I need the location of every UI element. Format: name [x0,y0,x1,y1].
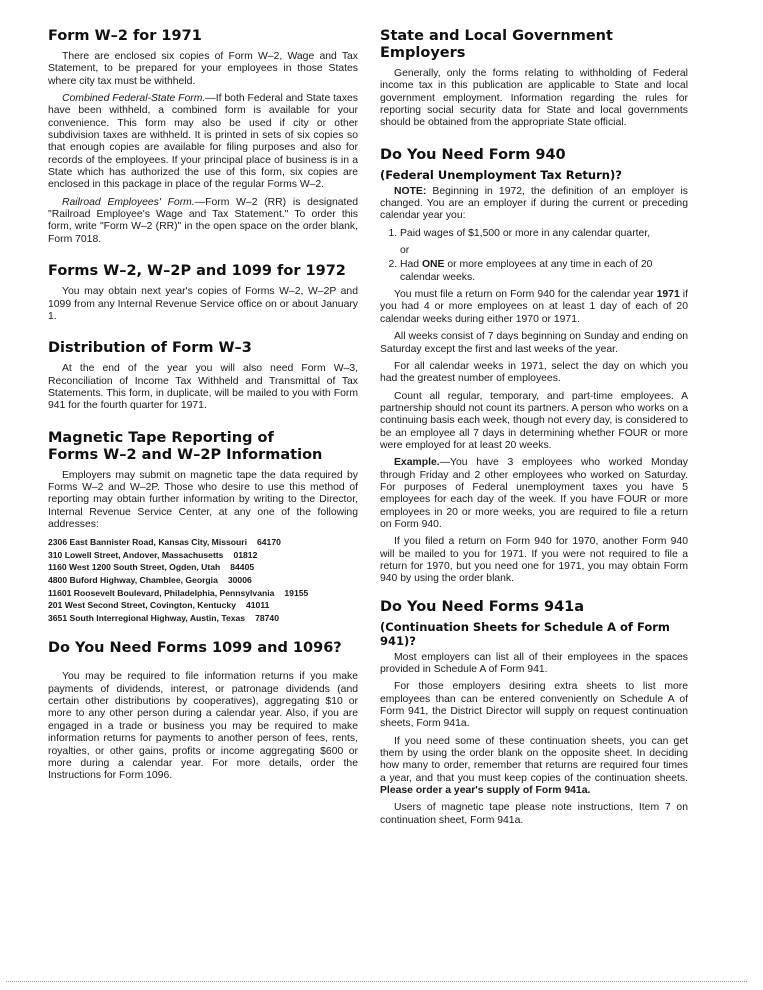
address-item: 201 West Second Street, Covington, Kentucky 41011 [48,600,270,611]
paragraph-lead: Railroad Employees' Form. [62,196,195,208]
paragraph: Most employers can list all of their employees in the spaces provided in Schedule A of Form 941. [380,651,688,676]
paragraph: At the end of the year you will also need Form W–3, Reconciliation of Income Tax Withheld and Transmittal of Tax Statements. This form, in duplicate, will be mailed to you with Form 941 for the fourth quarter for 1971. [48,363,358,412]
spacer [48,663,358,671]
address-item: 4800 Buford Highway, Chamblee, Georgia 30006 [48,575,252,586]
paragraph: There are enclosed six copies of Form W–2, Wage and Tax Statement, to be prepared for your employees in those States where city tax must be withheld. [48,51,358,87]
address-item: 1160 West 1200 South Street, Ogden, Utah 84405 [48,562,255,573]
or-connector: or [400,245,410,257]
section-form-940 [380,147,688,586]
heading-line: Magnetic Tape Reporting of [48,429,274,446]
paragraph: Generally, only the forms relating to withholding of Federal income tax in this publication are applicable to State and local government employment. Information regarding the rules for reporting social security data for State and local governments should be obtained from the appropriate State official. [380,68,688,129]
paragraph-lead: Combined Federal-State Form. [62,93,206,105]
paragraph [48,93,358,192]
address-list [48,536,358,624]
spacer [48,328,358,340]
paragraph: You may obtain next year's copies of Forms W–2, W–2P and 1099 from any Internal Revenue Service office on or about January 1. [48,286,358,322]
section-heading: State and Local Government Employers [380,28,613,61]
paragraph-lead: Example. [394,457,440,469]
paragraph: Employers may submit on magnetic tape the data required by Forms W–2 and W–2P. Those who desire to use this method of reporting may obtain further information by writing to the Director, Internal Revenue Service Center, at any one of the following addresses: [48,469,358,530]
criteria-item: 2. Had ONE or more employees at any time in each of 20 calendar weeks. [400,259,688,284]
section-heading: Forms W–2, W–2P and 1099 for 1972 [48,263,346,280]
address-item: 2306 East Bannister Road, Kansas City, Missouri 64170 [48,537,281,548]
paragraph: Count all regular, temporary, and part-time employees. A partnership should not count its partners. A person who works on a continuing basis each week, though not every day, is considered to be an employee all 7 days in determining whether FOUR or more were employed for at least 20 weeks. [380,390,688,451]
employer-criteria-list [380,259,688,284]
heading-line: Forms W–2 and W–2P Information [48,446,323,463]
section-forms-941a [380,599,688,827]
section-heading [48,430,358,464]
section-heading: Do You Need Forms 941a [380,598,585,615]
address-item: 3651 South Interregional Highway, Austin, Texas 78740 [48,612,279,623]
note-label: NOTE: [394,185,427,197]
right-column [380,28,688,832]
section-heading: Do You Need Forms 1099 and 1096? [48,640,342,657]
left-column [48,28,358,788]
paragraph-body: —If both Federal and State taxes have been withheld, a combined form is available for your convenience. This form may also be used if city or other subdivision taxes are withheld. It is printed in sets of six copies so that enough copies are available for filing purposes and also for records of the employees. If your principal place of business is in a State which has authorized the use of this form, six copies are enclosed in this package in place of the regular Forms W–2. [48,93,358,191]
section-forms-1972 [48,263,358,323]
section-magnetic-tape [48,430,358,625]
paragraph: If you filed a return on Form 940 for 1970, another Form 940 will be mailed to you for 1971. If you were not required to file a return for 1970, but you need one for 1971, you may obtain Form 940 by using the order blank. [380,536,688,585]
section-forms-1099-1096 [48,640,358,782]
employer-criteria-list [380,228,688,240]
paragraph-body: —Form W–2 (RR) is designated "Railroad Employee's Wage and Tax Statement." To order this form, write "Form W–2 (RR)" in the open space on the order blank, Form 7018. [48,196,358,245]
paragraph: For all calendar weeks in 1971, select the day on which you had the greatest number of employees. [380,360,688,385]
section-heading: Do You Need Form 940 [380,146,566,163]
paragraph: If you need some of these continuation sheets, you can get them by using the order blank on the opposite sheet. In deciding how many to order, remember that returns are required four times a year, and that you must keep copies of the continuation sheets. Please order a year's supply of Form 941a. [380,735,688,797]
section-form-w2-1971 [48,28,358,246]
section-subheading: (Federal Unemployment Tax Return)? [380,167,622,182]
spacer [380,135,688,147]
note-paragraph [380,186,688,223]
section-distribution-w3 [48,340,358,412]
spacer [48,251,358,263]
address-item: 310 Lowell Street, Andover, Massachusetts 01812 [48,549,258,560]
section-state-local-employers [380,28,688,130]
address-item: 11601 Roosevelt Boulevard, Philadelphia, Pennsylvania 19155 [48,587,309,598]
paragraph [380,457,688,531]
section-subheading: (Continuation Sheets for Schedule A of Form 941)? [380,619,670,648]
section-heading: Form W–2 for 1971 [48,28,202,44]
spacer [48,418,358,430]
spacer [380,591,688,599]
paragraph [48,197,358,246]
paragraph: You must file a return on Form 940 for the calendar year 1971 if you had 4 or more employees on at least 1 day of each of 20 calendar weeks during either 1970 or 1971. [380,289,688,325]
criteria-item: 1. Paid wages of $1,500 or more in any calendar quarter, [400,228,688,240]
paragraph-body: —You have 3 employees who worked Monday through Friday and 2 other employees who worked on Saturday. For purposes of Federal unemployment taxes you have 5 employees for each day of the week. If you have FOUR or more employees in 20 or more weeks, you are required to file a return on Form 940. [380,457,688,530]
paragraph: Users of magnetic tape please note instructions, Item 7 on continuation sheet, Form 941a. [380,802,688,826]
page-bottom-rule [6,981,747,982]
note-body: Beginning in 1972, the definition of an employer is changed. You are an employer if during the current or preceding calendar year you: [380,185,688,222]
paragraph: You may be required to file information returns if you make payments of dividends, interest, or patronage dividends (and certain other distributions by cooperatives), aggregating $10 or more to any other person during a calendar year. Also, if you are engaged in a trade or business you may be required to make information returns for payments to another person of fees, rents, royalties, or other gains, profits or income aggregating $600 or more during a calendar year. For more details, order the Instructions for Form 1096. [48,671,358,782]
paragraph: All weeks consist of 7 days beginning on Sunday and ending on Saturday except the first and last weeks of the year. [380,331,688,355]
section-heading: Distribution of Form W–3 [48,340,252,357]
paragraph: For those employers desiring extra sheets to list more employees than can be entered conveniently on Schedule A of Form 941, the District Director will supply on request continuation sheets, Form 941a. [380,681,688,730]
